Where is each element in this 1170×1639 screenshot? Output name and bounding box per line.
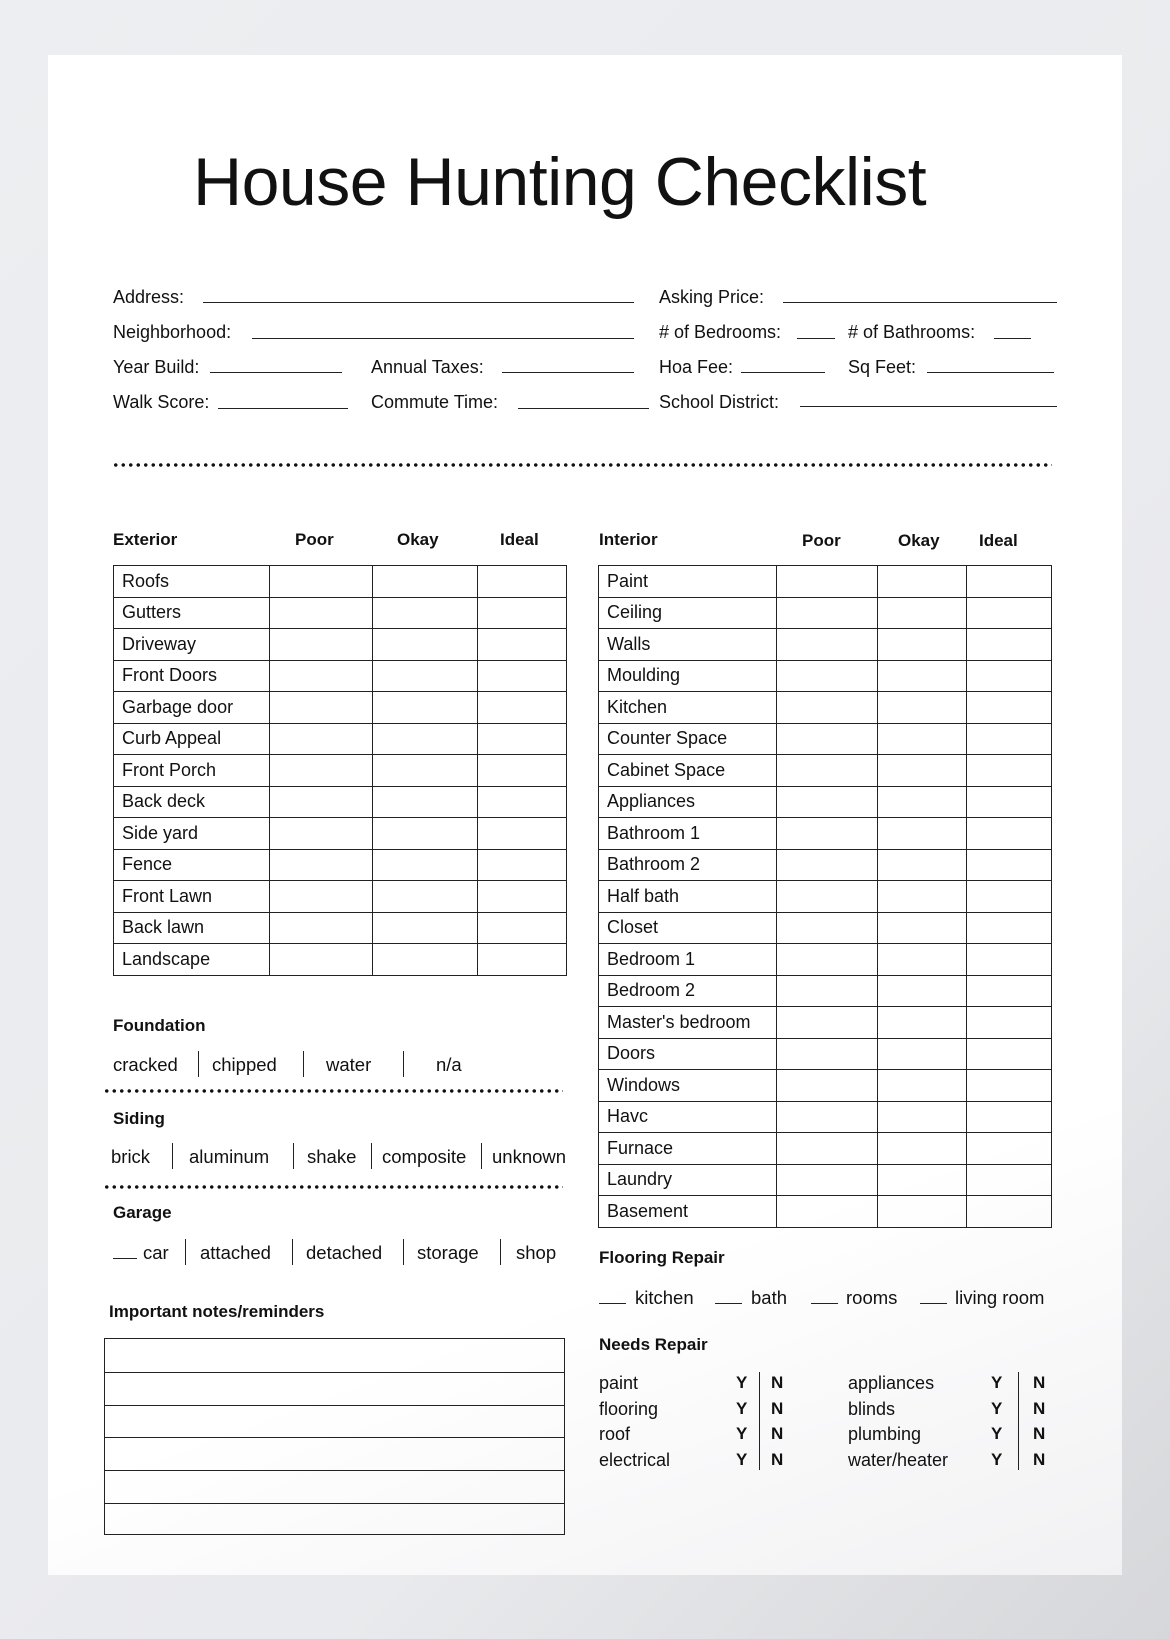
siding-option[interactable]: composite xyxy=(382,1146,467,1167)
exterior-cell-poor[interactable] xyxy=(270,629,373,661)
exterior-row-label: Front Doors xyxy=(114,660,270,692)
interior-cell-poor[interactable] xyxy=(777,629,878,661)
exterior-cell-okay[interactable] xyxy=(373,849,478,881)
interior-cell-ideal[interactable] xyxy=(967,1196,1052,1228)
interior-cell-poor[interactable] xyxy=(777,1038,878,1070)
interior-col-poor: Poor xyxy=(802,531,841,550)
exterior-cell-okay[interactable] xyxy=(373,597,478,629)
sq-feet-field[interactable] xyxy=(927,372,1054,373)
flooring-1-field[interactable] xyxy=(715,1303,742,1304)
exterior-row-label: Front Porch xyxy=(114,755,270,787)
exterior-row-label: Side yard xyxy=(114,818,270,850)
exterior-cell-ideal[interactable] xyxy=(478,723,567,755)
interior-row-label: Closet xyxy=(599,912,777,944)
walk-score-field[interactable] xyxy=(218,408,348,409)
repair-item-label: roof xyxy=(599,1424,631,1444)
interior-cell-ideal[interactable] xyxy=(967,629,1052,661)
option-separator xyxy=(185,1239,186,1265)
exterior-cell-ideal[interactable] xyxy=(478,818,567,850)
repair-item-label: paint xyxy=(599,1373,639,1393)
bathrooms-label: # of Bathrooms: xyxy=(848,322,976,342)
commute-time-field[interactable] xyxy=(518,408,649,409)
exterior-cell-poor[interactable] xyxy=(270,566,373,598)
yes-no-separator xyxy=(1018,1372,1019,1470)
flooring-heading: Flooring Repair xyxy=(599,1248,725,1267)
interior-cell-ideal[interactable] xyxy=(967,1101,1052,1133)
interior-cell-ideal[interactable] xyxy=(967,1133,1052,1165)
interior-row-label: Moulding xyxy=(599,660,777,692)
repair-item-label: flooring xyxy=(599,1399,659,1419)
interior-cell-ideal[interactable] xyxy=(967,786,1052,818)
garage-heading: Garage xyxy=(113,1203,172,1222)
foundation-option[interactable]: n/a xyxy=(436,1054,462,1075)
address-field[interactable] xyxy=(203,302,634,303)
exterior-cell-okay[interactable] xyxy=(373,755,478,787)
interior-row xyxy=(599,1070,1052,1102)
exterior-header: Exterior xyxy=(113,530,178,549)
interior-cell-okay[interactable] xyxy=(878,660,967,692)
interior-cell-ideal[interactable] xyxy=(967,566,1052,598)
neighborhood-field[interactable] xyxy=(252,338,634,339)
notes-line xyxy=(105,1372,564,1373)
option-separator xyxy=(371,1143,372,1169)
commute-time-label: Commute Time: xyxy=(371,392,499,412)
notes-heading: Important notes/reminders xyxy=(109,1302,325,1321)
interior-cell-poor[interactable] xyxy=(777,1070,878,1102)
sq-feet-label: Sq Feet: xyxy=(848,357,917,377)
interior-cell-ideal[interactable] xyxy=(967,1164,1052,1196)
interior-cell-ideal[interactable] xyxy=(967,975,1052,1007)
interior-row-label: Havc xyxy=(599,1101,777,1133)
interior-cell-okay[interactable] xyxy=(878,881,967,913)
garage-option[interactable]: shop xyxy=(516,1242,557,1263)
interior-cell-okay[interactable] xyxy=(878,723,967,755)
repair-yes-option[interactable]: Y xyxy=(736,1424,748,1443)
flooring-option[interactable]: bath xyxy=(751,1287,788,1308)
interior-row-label: Appliances xyxy=(599,786,777,818)
interior-row xyxy=(599,1133,1052,1165)
interior-cell-okay[interactable] xyxy=(878,912,967,944)
interior-row-label: Laundry xyxy=(599,1164,777,1196)
exterior-cell-okay[interactable] xyxy=(373,912,478,944)
exterior-row-label: Front Lawn xyxy=(114,881,270,913)
exterior-col-poor: Poor xyxy=(295,530,334,549)
exterior-cell-ideal[interactable] xyxy=(478,660,567,692)
foundation-heading: Foundation xyxy=(113,1016,206,1035)
repair-yes-option[interactable]: Y xyxy=(991,1373,1003,1392)
interior-cell-ideal[interactable] xyxy=(967,723,1052,755)
interior-row-label: Walls xyxy=(599,629,777,661)
exterior-cell-ideal[interactable] xyxy=(478,849,567,881)
year-build-field[interactable] xyxy=(210,372,342,373)
siding-option[interactable]: unknown xyxy=(492,1146,567,1167)
annual-taxes-label: Annual Taxes: xyxy=(371,357,484,377)
interior-cell-okay[interactable] xyxy=(878,597,967,629)
interior-cell-ideal[interactable] xyxy=(967,755,1052,787)
option-separator xyxy=(198,1051,199,1077)
exterior-cell-okay[interactable] xyxy=(373,818,478,850)
exterior-row xyxy=(114,629,567,661)
interior-cell-okay[interactable] xyxy=(878,1101,967,1133)
interior-row xyxy=(599,881,1052,913)
exterior-col-okay: Okay xyxy=(397,530,439,549)
interior-row-label: Bathroom 1 xyxy=(599,818,777,850)
interior-row-label: Bedroom 1 xyxy=(599,944,777,976)
interior-header: Interior xyxy=(599,530,658,549)
interior-row xyxy=(599,1038,1052,1070)
repair-yes-option[interactable]: Y xyxy=(736,1450,748,1469)
exterior-row xyxy=(114,881,567,913)
repair-item-label: water/heater xyxy=(848,1450,949,1470)
interior-cell-ideal[interactable] xyxy=(967,1038,1052,1070)
interior-cell-okay[interactable] xyxy=(878,1164,967,1196)
interior-row-label: Basement xyxy=(599,1196,777,1228)
exterior-row xyxy=(114,660,567,692)
bathrooms-field[interactable] xyxy=(994,338,1031,339)
repair-yes-option[interactable]: Y xyxy=(736,1373,748,1392)
option-separator xyxy=(172,1143,173,1169)
school-district-field[interactable] xyxy=(800,406,1057,407)
garage-option[interactable]: attached xyxy=(200,1242,271,1263)
hoa-fee-field[interactable] xyxy=(741,372,825,373)
repair-no-option[interactable]: N xyxy=(771,1450,784,1469)
garage-option[interactable]: detached xyxy=(306,1242,383,1263)
exterior-cell-poor[interactable] xyxy=(270,881,373,913)
interior-cell-poor[interactable] xyxy=(777,755,878,787)
repair-no-option[interactable]: N xyxy=(771,1373,784,1392)
interior-row-label: Cabinet Space xyxy=(599,755,777,787)
exterior-cell-ideal[interactable] xyxy=(478,566,567,598)
interior-cell-poor[interactable] xyxy=(777,692,878,724)
interior-row xyxy=(599,755,1052,787)
interior-row xyxy=(599,786,1052,818)
exterior-cell-okay[interactable] xyxy=(373,566,478,598)
notes-box[interactable] xyxy=(104,1338,565,1535)
interior-row xyxy=(599,912,1052,944)
exterior-row xyxy=(114,786,567,818)
exterior-cell-okay[interactable] xyxy=(373,660,478,692)
exterior-row-label: Landscape xyxy=(114,944,270,976)
interior-cell-okay[interactable] xyxy=(878,692,967,724)
interior-row-label: Bedroom 2 xyxy=(599,975,777,1007)
exterior-cell-poor[interactable] xyxy=(270,786,373,818)
repair-item-label: blinds xyxy=(848,1399,896,1419)
siding-option[interactable]: brick xyxy=(111,1146,151,1167)
exterior-row-label: Garbage door xyxy=(114,692,270,724)
school-district-label: School District: xyxy=(659,392,780,412)
exterior-row-label: Back lawn xyxy=(114,912,270,944)
interior-row-label: Furnace xyxy=(599,1133,777,1165)
flooring-3-field[interactable] xyxy=(920,1303,947,1304)
option-separator xyxy=(403,1051,404,1077)
exterior-cell-okay[interactable] xyxy=(373,723,478,755)
exterior-cell-ideal[interactable] xyxy=(478,755,567,787)
interior-table xyxy=(598,565,1052,1228)
interior-cell-poor[interactable] xyxy=(777,566,878,598)
interior-cell-poor[interactable] xyxy=(777,660,878,692)
exterior-cell-okay[interactable] xyxy=(373,944,478,976)
interior-row xyxy=(599,629,1052,661)
repair-yes-option[interactable]: Y xyxy=(991,1399,1003,1418)
interior-row-label: Master's bedroom xyxy=(599,1007,777,1039)
option-separator xyxy=(303,1051,304,1077)
interior-row xyxy=(599,1164,1052,1196)
repair-item-label: electrical xyxy=(599,1450,671,1470)
exterior-row xyxy=(114,944,567,976)
interior-cell-ideal[interactable] xyxy=(967,692,1052,724)
interior-cell-ideal[interactable] xyxy=(967,597,1052,629)
interior-row xyxy=(599,723,1052,755)
interior-cell-okay[interactable] xyxy=(878,849,967,881)
interior-row xyxy=(599,818,1052,850)
notes-line xyxy=(105,1470,564,1471)
exterior-cell-poor[interactable] xyxy=(270,944,373,976)
interior-row-label: Kitchen xyxy=(599,692,777,724)
repair-no-option[interactable]: N xyxy=(771,1399,784,1418)
exterior-cell-poor[interactable] xyxy=(270,692,373,724)
option-separator xyxy=(500,1239,501,1265)
exterior-cell-poor[interactable] xyxy=(270,912,373,944)
bedrooms-label: # of Bedrooms: xyxy=(659,322,782,342)
exterior-col-ideal: Ideal xyxy=(500,530,539,549)
interior-row-label: Half bath xyxy=(599,881,777,913)
interior-cell-okay[interactable] xyxy=(878,566,967,598)
interior-row xyxy=(599,975,1052,1007)
flooring-option[interactable]: rooms xyxy=(846,1287,898,1308)
interior-cell-poor[interactable] xyxy=(777,1101,878,1133)
flooring-option[interactable]: living room xyxy=(955,1287,1045,1308)
interior-cell-okay[interactable] xyxy=(878,1070,967,1102)
interior-cell-ideal[interactable] xyxy=(967,1070,1052,1102)
option-separator xyxy=(293,1143,294,1169)
annual-taxes-field[interactable] xyxy=(502,372,634,373)
siding-heading: Siding xyxy=(113,1109,165,1128)
interior-cell-poor[interactable] xyxy=(777,912,878,944)
interior-cell-ideal[interactable] xyxy=(967,912,1052,944)
repair-no-option[interactable]: N xyxy=(771,1424,784,1443)
interior-row xyxy=(599,660,1052,692)
interior-cell-poor[interactable] xyxy=(777,1007,878,1039)
interior-cell-ideal[interactable] xyxy=(967,849,1052,881)
interior-row-label: Counter Space xyxy=(599,723,777,755)
interior-cell-poor[interactable] xyxy=(777,786,878,818)
interior-col-ideal: Ideal xyxy=(979,531,1018,550)
repair-no-option[interactable]: N xyxy=(1033,1373,1046,1392)
interior-row xyxy=(599,1101,1052,1133)
interior-cell-ideal[interactable] xyxy=(967,818,1052,850)
repair-yes-option[interactable]: Y xyxy=(991,1450,1003,1469)
interior-cell-okay[interactable] xyxy=(878,629,967,661)
exterior-cell-ideal[interactable] xyxy=(478,786,567,818)
exterior-row xyxy=(114,597,567,629)
year-build-label: Year Build: xyxy=(113,357,200,377)
interior-row-label: Bathroom 2 xyxy=(599,849,777,881)
interior-cell-okay[interactable] xyxy=(878,1038,967,1070)
interior-cell-okay[interactable] xyxy=(878,1196,967,1228)
interior-cell-okay[interactable] xyxy=(878,818,967,850)
foundation-option[interactable]: chipped xyxy=(212,1054,277,1075)
interior-row-label: Doors xyxy=(599,1038,777,1070)
exterior-row-label: Fence xyxy=(114,849,270,881)
interior-col-okay: Okay xyxy=(898,531,940,550)
interior-row xyxy=(599,1007,1052,1039)
interior-cell-ideal[interactable] xyxy=(967,1007,1052,1039)
exterior-row xyxy=(114,692,567,724)
exterior-cell-poor[interactable] xyxy=(270,660,373,692)
interior-cell-poor[interactable] xyxy=(777,944,878,976)
interior-cell-poor[interactable] xyxy=(777,1133,878,1165)
asking-price-field[interactable] xyxy=(783,302,1057,303)
exterior-row-label: Curb Appeal xyxy=(114,723,270,755)
exterior-cell-ideal[interactable] xyxy=(478,692,567,724)
page-title: House Hunting Checklist xyxy=(193,144,927,220)
exterior-row-label: Gutters xyxy=(114,597,270,629)
exterior-cell-poor[interactable] xyxy=(270,849,373,881)
exterior-row xyxy=(114,818,567,850)
flooring-2-field[interactable] xyxy=(811,1303,838,1304)
yes-no-separator xyxy=(759,1372,760,1470)
option-separator xyxy=(481,1143,482,1169)
interior-cell-poor[interactable] xyxy=(777,723,878,755)
address-label: Address: xyxy=(113,287,185,307)
exterior-row xyxy=(114,566,567,598)
exterior-row-label: Back deck xyxy=(114,786,270,818)
interior-row-label: Paint xyxy=(599,566,777,598)
siding-option[interactable]: shake xyxy=(307,1146,357,1167)
exterior-cell-okay[interactable] xyxy=(373,629,478,661)
garage-option[interactable]: car xyxy=(143,1242,169,1263)
interior-row xyxy=(599,1196,1052,1228)
needs-repair-heading: Needs Repair xyxy=(599,1335,708,1354)
dotted-divider xyxy=(103,1185,563,1189)
exterior-row xyxy=(114,755,567,787)
siding-option[interactable]: aluminum xyxy=(189,1146,270,1167)
foundation-option[interactable]: cracked xyxy=(113,1054,178,1075)
repair-item-label: appliances xyxy=(848,1373,935,1393)
bedrooms-field[interactable] xyxy=(797,338,835,339)
option-separator xyxy=(403,1239,404,1265)
exterior-cell-ideal[interactable] xyxy=(478,597,567,629)
exterior-row xyxy=(114,849,567,881)
notes-line xyxy=(105,1437,564,1438)
interior-cell-poor[interactable] xyxy=(777,881,878,913)
exterior-cell-poor[interactable] xyxy=(270,723,373,755)
interior-row-label: Ceiling xyxy=(599,597,777,629)
interior-row xyxy=(599,849,1052,881)
interior-row xyxy=(599,692,1052,724)
interior-cell-okay[interactable] xyxy=(878,1007,967,1039)
repair-no-option[interactable]: N xyxy=(1033,1424,1046,1443)
repair-no-option[interactable]: N xyxy=(1033,1399,1046,1418)
interior-cell-poor[interactable] xyxy=(777,818,878,850)
exterior-cell-ideal[interactable] xyxy=(478,629,567,661)
interior-cell-poor[interactable] xyxy=(777,597,878,629)
exterior-cell-ideal[interactable] xyxy=(478,944,567,976)
asking-price-label: Asking Price: xyxy=(659,287,765,307)
interior-cell-okay[interactable] xyxy=(878,755,967,787)
repair-item-label: plumbing xyxy=(848,1424,922,1444)
exterior-cell-okay[interactable] xyxy=(373,786,478,818)
neighborhood-label: Neighborhood: xyxy=(113,322,232,342)
exterior-cell-ideal[interactable] xyxy=(478,881,567,913)
flooring-option[interactable]: kitchen xyxy=(635,1287,694,1308)
exterior-table xyxy=(113,565,567,976)
interior-row xyxy=(599,566,1052,598)
interior-row-label: Windows xyxy=(599,1070,777,1102)
exterior-row-label: Driveway xyxy=(114,629,270,661)
interior-row xyxy=(599,944,1052,976)
interior-cell-poor[interactable] xyxy=(777,1196,878,1228)
exterior-row xyxy=(114,723,567,755)
interior-row xyxy=(599,597,1052,629)
exterior-row xyxy=(114,912,567,944)
interior-cell-okay[interactable] xyxy=(878,786,967,818)
exterior-cell-poor[interactable] xyxy=(270,755,373,787)
exterior-cell-poor[interactable] xyxy=(270,818,373,850)
interior-cell-poor[interactable] xyxy=(777,975,878,1007)
repair-yes-option[interactable]: Y xyxy=(736,1399,748,1418)
dotted-divider xyxy=(112,463,1052,467)
exterior-cell-okay[interactable] xyxy=(373,881,478,913)
repair-yes-option[interactable]: Y xyxy=(991,1424,1003,1443)
garage-car-count-field[interactable] xyxy=(113,1258,137,1259)
interior-cell-ideal[interactable] xyxy=(967,944,1052,976)
hoa-fee-label: Hoa Fee: xyxy=(659,357,734,377)
walk-score-label: Walk Score: xyxy=(113,392,210,412)
flooring-0-field[interactable] xyxy=(599,1303,626,1304)
interior-cell-ideal[interactable] xyxy=(967,881,1052,913)
exterior-cell-ideal[interactable] xyxy=(478,912,567,944)
exterior-cell-poor[interactable] xyxy=(270,597,373,629)
dotted-divider xyxy=(103,1089,563,1093)
exterior-cell-okay[interactable] xyxy=(373,692,478,724)
repair-no-option[interactable]: N xyxy=(1033,1450,1046,1469)
interior-cell-poor[interactable] xyxy=(777,849,878,881)
notes-line xyxy=(105,1503,564,1504)
interior-cell-ideal[interactable] xyxy=(967,660,1052,692)
interior-cell-poor[interactable] xyxy=(777,1164,878,1196)
interior-cell-okay[interactable] xyxy=(878,975,967,1007)
notes-line xyxy=(105,1405,564,1406)
interior-cell-okay[interactable] xyxy=(878,944,967,976)
foundation-option[interactable]: water xyxy=(326,1054,372,1075)
garage-option[interactable]: storage xyxy=(417,1242,479,1263)
exterior-row-label: Roofs xyxy=(114,566,270,598)
option-separator xyxy=(292,1239,293,1265)
interior-cell-okay[interactable] xyxy=(878,1133,967,1165)
